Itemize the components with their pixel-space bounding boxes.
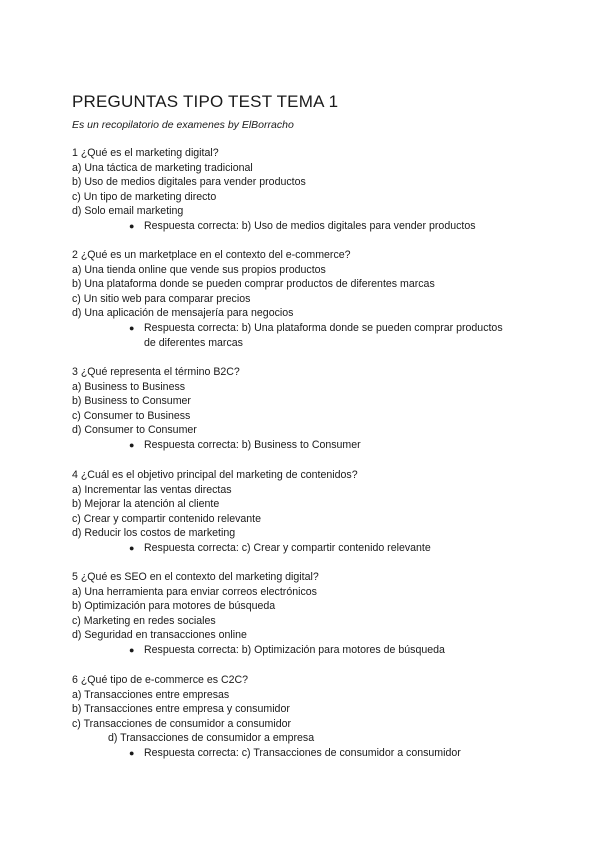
question-text: 5 ¿Qué es SEO en el contexto del marketing digital?: [72, 571, 319, 583]
bullet-icon: ●: [129, 644, 135, 655]
question-text: 6 ¿Qué tipo de e-commerce es C2C?: [72, 674, 249, 686]
option-b: b) Mejorar la atención al cliente: [72, 498, 220, 511]
question-text: 4 ¿Cuál es el objetivo principal del marketing de contenidos?: [72, 469, 358, 481]
question-2: [72, 248, 542, 350]
option-c: c) Transacciones de consumidor a consumidor: [72, 717, 292, 730]
option-c: c) Consumer to Business: [72, 409, 191, 422]
answer-list: [129, 746, 542, 761]
option-d: d) Reducir los costos de marketing: [72, 527, 236, 540]
answer-text-continued: de diferentes marcas: [144, 336, 243, 349]
option-a: a) Transacciones entre empresas: [72, 688, 230, 701]
answer-text: Respuesta correcta: c) Transacciones de consumidor a consumidor: [144, 746, 461, 759]
bullet-icon: ●: [129, 542, 135, 553]
option-d: d) Seguridad en transacciones online: [72, 629, 247, 642]
bullet-icon: ●: [129, 747, 135, 758]
answer-text: Respuesta correcta: b) Uso de medios digitales para vender productos: [144, 219, 476, 232]
option-b: b) Uso de medios digitales para vender productos: [72, 176, 306, 189]
question-text: 3 ¿Qué representa el término B2C?: [72, 366, 240, 378]
option-c: c) Un sitio web para comparar precios: [72, 292, 251, 305]
option-d: d) Solo email marketing: [72, 205, 184, 218]
document-title: PREGUNTAS TIPO TEST TEMA 1: [72, 92, 339, 111]
option-d: d) Transacciones de consumidor a empresa: [108, 732, 315, 745]
question-4: [72, 468, 542, 556]
answer-text: Respuesta correcta: c) Crear y compartir contenido relevante: [144, 541, 431, 554]
question-3: [72, 365, 542, 453]
option-b: b) Optimización para motores de búsqueda: [72, 600, 276, 613]
answer-text: Respuesta correcta: b) Business to Consumer: [144, 438, 361, 451]
option-c: c) Un tipo de marketing directo: [72, 190, 217, 203]
question-6: [72, 673, 542, 761]
option-a: a) Una táctica de marketing tradicional: [72, 161, 253, 174]
option-a: a) Business to Business: [72, 380, 186, 393]
question-5: [72, 570, 542, 658]
option-d: d) Consumer to Consumer: [72, 424, 197, 437]
bullet-icon: ●: [129, 322, 135, 333]
document-subtitle: Es un recopilatorio de examenes by ElBorracho: [72, 119, 294, 131]
option-a: a) Incrementar las ventas directas: [72, 483, 232, 496]
question-1: [72, 146, 542, 234]
option-d: d) Una aplicación de mensajería para negocios: [72, 307, 294, 320]
question-text: 1 ¿Qué es el marketing digital?: [72, 147, 219, 159]
option-b: b) Business to Consumer: [72, 395, 191, 408]
answer-list: [129, 321, 542, 350]
option-c: c) Marketing en redes sociales: [72, 614, 216, 627]
option-a: a) Una tienda online que vende sus propios productos: [72, 263, 326, 276]
answer-text: Respuesta correcta: b) Una plataforma donde se pueden comprar productos: [144, 321, 503, 334]
bullet-icon: ●: [129, 220, 135, 231]
answer-list: [129, 541, 542, 556]
bullet-icon: ●: [129, 439, 135, 450]
answer-list: [129, 643, 542, 658]
question-text: 2 ¿Qué es un marketplace en el contexto del e-commerce?: [72, 249, 351, 261]
option-b: b) Transacciones entre empresa y consumidor: [72, 703, 290, 716]
option-c: c) Crear y compartir contenido relevante: [72, 512, 262, 525]
answer-text: Respuesta correcta: b) Optimización para motores de búsqueda: [144, 643, 445, 656]
option-b: b) Una plataforma donde se pueden comprar productos de diferentes marcas: [72, 278, 435, 291]
answer-list: [129, 219, 542, 234]
option-a: a) Una herramienta para enviar correos electrónicos: [72, 585, 317, 598]
answer-list: [129, 438, 542, 453]
